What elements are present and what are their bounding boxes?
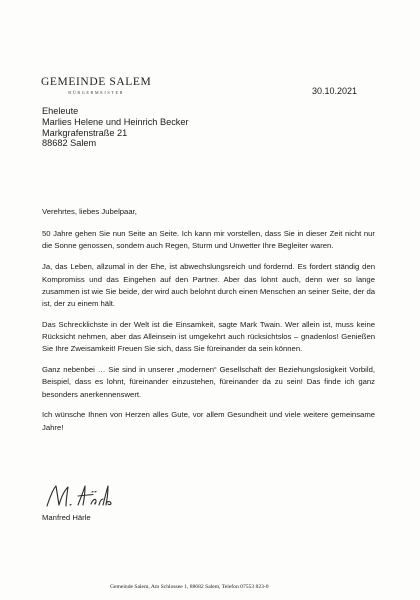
- body-paragraph: Ja, das Leben, allzumal in der Ehe, ist abwechslungsreich und fordernd. Es fordert ständig den Kompromiss und das Eingehen auf den Partner. Aber das lohnt auch, denn wer so lange zusammen ist wie Sie beide, der wird auch belohnt durch einen Menschen an seiner Seite, der da ist, der zu einem hält.: [42, 262, 375, 308]
- recipient-line: Markgrafenstraße 21: [42, 127, 128, 138]
- recipient-line: 88682 Salem: [42, 138, 97, 149]
- body-paragraph: Ganz nebenbei … Sie sind in unserer „modernen“ Gesellschaft der Beziehungslosigkeit Vorbild, Beispiel, dass es lohnt, füreinander einzustehen, füreinander da zu sein! Das finde ich ganz besonders anerkennenswert.: [42, 365, 375, 399]
- salutation: Verehrtes, liebes Jubelpaar,: [42, 207, 137, 216]
- signer-name: Manfred Härle: [42, 513, 91, 522]
- letterhead: [41, 76, 151, 95]
- footer-address: Gemeinde Salem, Am Schlossee 1, 88682 Salem, Telefon 07553 823-0: [110, 584, 269, 590]
- body-paragraph: Ich wünsche Ihnen von Herzen alles Gute, vor allem Gesundheit und viele weitere gemeinsame Jahre!: [42, 410, 375, 432]
- recipient-address: [42, 106, 189, 149]
- letterhead-org-name: GEMEINDE SALEM: [41, 76, 152, 88]
- letterhead-subtitle: BÜRGERMEISTER: [68, 90, 124, 95]
- recipient-line: Eheleute: [42, 106, 79, 116]
- body-paragraph: 50 Jahre gehen Sie nun Seite an Seite. Ich kann mir vorstellen, dass Sie in dieser Zeit nicht nur die Sonne genossen, sondern auch Regen, Sturm und Unwetter Ihre Begleiter waren.: [42, 229, 375, 251]
- signature-drawing: [44, 483, 114, 511]
- letter-body: [42, 206, 375, 442]
- handwritten-signature: [44, 483, 114, 516]
- body-paragraph: Das Schrecklichste in der Welt ist die Einsamkeit, sagte Mark Twain. Wer allein ist, muss keine Rücksicht nehmen, aber das Alleinsein ist umgekehrt auch rücksichtslos – gnadenlos! Genießen Sie Ihre Zweisamkeit! Freuen Sie sich, dass Sie füreinander da sein können.: [42, 319, 375, 354]
- letter-date: 30.10.2021: [312, 86, 358, 96]
- recipient-line: Marlies Helene und Heinrich Becker: [42, 116, 189, 127]
